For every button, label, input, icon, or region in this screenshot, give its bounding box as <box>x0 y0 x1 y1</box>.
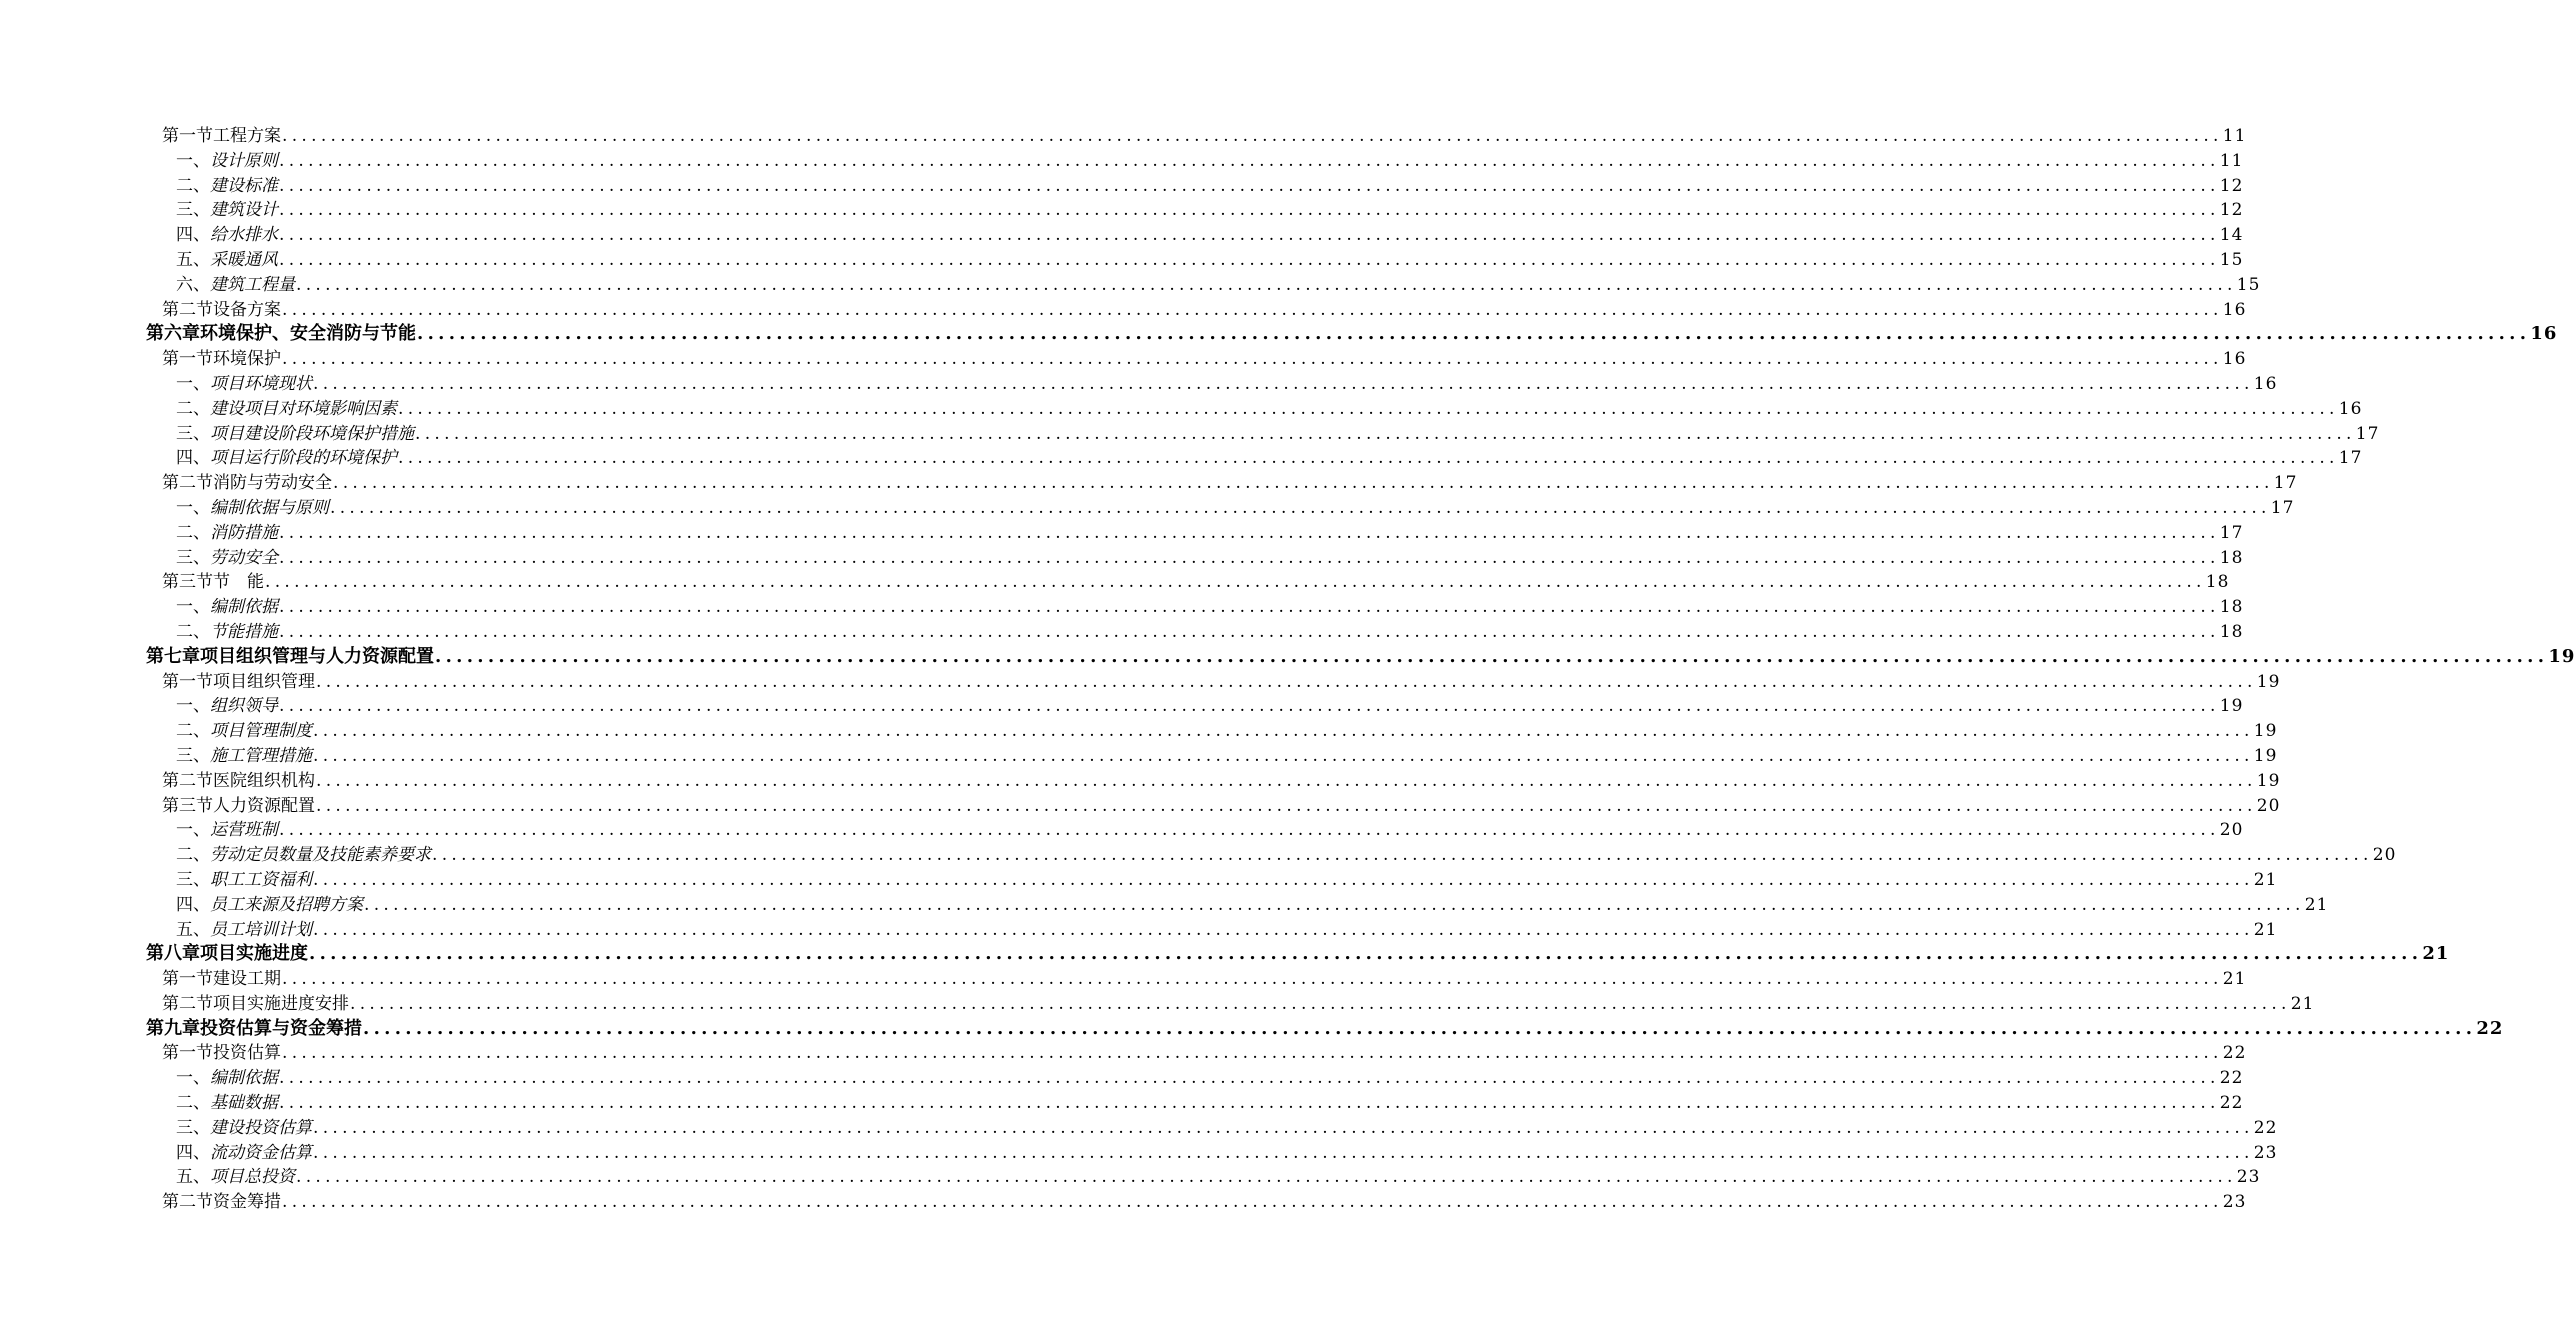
toc-entry-title: 组织领导 <box>210 696 278 717</box>
toc-entry-title: 施工管理措施 <box>210 745 312 766</box>
toc-entry-number: 第三节 <box>162 795 213 816</box>
toc-entry-title: 采暖通风 <box>210 249 278 270</box>
toc-dot-leader: ........................................................................................................................................................................................................ <box>435 645 2549 667</box>
toc-item-row[interactable] <box>0 620 2244 645</box>
toc-dot-leader: ........................................................................................................................................................................................................ <box>296 274 2237 295</box>
toc-dot-leader: ........................................................................................................................................................................................................ <box>313 919 2254 940</box>
toc-entry-number: 第二节 <box>162 993 213 1014</box>
toc-page-number: 19 <box>2256 770 2281 791</box>
toc-entry-title: 工程方案 <box>213 126 281 146</box>
toc-dot-leader: ........................................................................................................................................................................................................ <box>279 249 2220 270</box>
toc-entry-title: 消防与劳动安全 <box>213 473 332 494</box>
toc-item-row[interactable] <box>0 694 2244 719</box>
toc-section-row[interactable] <box>0 992 2315 1017</box>
toc-entry-title: 员工来源及招聘方案 <box>210 894 363 915</box>
toc-entry-number: 一、 <box>176 820 210 841</box>
toc-item-row[interactable] <box>0 446 2363 471</box>
toc-section-row[interactable] <box>0 471 2298 496</box>
toc-entry-number: 三、 <box>176 745 210 766</box>
toc-dot-leader: ........................................................................................................................................................................................................ <box>282 1192 2223 1213</box>
toc-dot-leader: ........................................................................................................................................................................................................ <box>279 696 2220 717</box>
toc-page-number: 22 <box>2253 1117 2278 1138</box>
toc-entry-title: 劳动安全 <box>210 547 278 568</box>
toc-dot-leader: ........................................................................................................................................................................................................ <box>282 1043 2223 1064</box>
toc-page-number: 22 <box>2219 1068 2244 1089</box>
toc-entry-title: 节能措施 <box>210 621 278 642</box>
toc-dot-leader: ........................................................................................................................................................................................................ <box>282 349 2223 370</box>
toc-entry-title: 节 能 <box>213 572 264 593</box>
toc-dot-leader: ........................................................................................................................................................................................................ <box>279 597 2220 618</box>
toc-entry-title: 医院组织机构 <box>213 770 315 791</box>
toc-chapter-row[interactable] <box>0 645 2575 670</box>
toc-page-number: 20 <box>2219 820 2244 841</box>
toc-dot-leader: ........................................................................................................................................................................................................ <box>296 1167 2237 1188</box>
toc-page-number: 22 <box>2219 1093 2244 1114</box>
toc-page-number: 19 <box>2256 671 2281 692</box>
toc-entry-number: 一、 <box>176 1068 210 1089</box>
toc-item-row[interactable] <box>0 818 2244 843</box>
toc-section-row[interactable] <box>0 570 2230 595</box>
toc-dot-leader: ........................................................................................................................................................................................................ <box>333 473 2274 494</box>
toc-entry-number: 第九章 <box>146 1017 200 1039</box>
toc-item-row[interactable] <box>0 198 2244 223</box>
toc-page-number: 23 <box>2253 1142 2278 1163</box>
toc-entry-number: 第六章 <box>146 323 200 345</box>
toc-dot-leader: ........................................................................................................................................................................................................ <box>279 1068 2220 1089</box>
toc-page-number: 12 <box>2219 175 2244 196</box>
toc-page-number: 16 <box>2222 349 2247 370</box>
toc-entry-title: 投资估算 <box>213 1043 281 1064</box>
toc-entry-number: 一、 <box>176 597 210 618</box>
toc-entry-title: 建设项目对环境影响因素 <box>210 398 397 419</box>
toc-page-number: 17 <box>2355 423 2380 444</box>
toc-dot-leader: ........................................................................................................................................................................................................ <box>432 845 2373 866</box>
toc-section-row[interactable] <box>0 347 2247 372</box>
toc-item-row[interactable] <box>0 595 2244 620</box>
toc-entry-title: 劳动定员数量及技能素养要求 <box>210 845 431 866</box>
toc-item-row[interactable] <box>0 397 2363 422</box>
toc-page-number: 18 <box>2205 572 2230 593</box>
toc-section-row[interactable] <box>0 124 2247 149</box>
toc-entry-title: 环境保护、安全消防与节能 <box>200 323 416 345</box>
toc-chapter-row[interactable] <box>0 942 2450 967</box>
toc-page-number: 16 <box>2530 323 2558 345</box>
toc-entry-number: 二、 <box>176 621 210 642</box>
toc-dot-leader: ........................................................................................................................................................................................................ <box>316 795 2257 816</box>
toc-dot-leader: ........................................................................................................................................................................................................ <box>398 398 2339 419</box>
toc-item-row[interactable] <box>0 546 2244 571</box>
toc-page-number: 21 <box>2253 919 2278 940</box>
toc-entry-title: 基础数据 <box>210 1093 278 1114</box>
toc-item-row[interactable] <box>0 918 2278 943</box>
toc-page-number: 17 <box>2273 473 2298 494</box>
toc-page-number: 22 <box>2476 1017 2504 1039</box>
toc-entry-number: 第一节 <box>162 671 213 692</box>
toc-entry-title: 项目管理制度 <box>210 721 312 742</box>
toc-entry-title: 项目总投资 <box>210 1167 295 1188</box>
toc-page-number: 22 <box>2222 1043 2247 1064</box>
toc-item-row[interactable] <box>0 843 2397 868</box>
toc-page-number: 16 <box>2338 398 2363 419</box>
toc-section-row[interactable] <box>0 967 2247 992</box>
toc-entry-number: 四、 <box>176 894 210 915</box>
toc-dot-leader: ........................................................................................................................................................................................................ <box>316 770 2257 791</box>
toc-dot-leader: ........................................................................................................................................................................................................ <box>313 745 2254 766</box>
toc-entry-number: 二、 <box>176 398 210 419</box>
toc-section-row[interactable] <box>0 794 2281 819</box>
toc-page-number: 23 <box>2222 1192 2247 1213</box>
toc-entry-title: 建筑设计 <box>210 200 278 221</box>
toc-page-number: 21 <box>2290 993 2315 1014</box>
toc-dot-leader: ........................................................................................................................................................................................................ <box>417 323 2531 345</box>
toc-entry-title: 编制依据 <box>210 597 278 618</box>
toc-entry-number: 二、 <box>176 1093 210 1114</box>
toc-entry-number: 第一节 <box>162 349 213 370</box>
toc-item-row[interactable] <box>0 174 2244 199</box>
toc-entry-title: 建设工期 <box>213 969 281 990</box>
toc-dot-leader: ........................................................................................................................................................................................................ <box>279 175 2220 196</box>
toc-entry-number: 二、 <box>176 522 210 543</box>
toc-chapter-row[interactable] <box>0 1017 2504 1042</box>
toc-page-number: 19 <box>2253 745 2278 766</box>
toc-entry-number: 四、 <box>176 1142 210 1163</box>
toc-entry-title: 流动资金估算 <box>210 1142 312 1163</box>
toc-item-row[interactable] <box>0 1091 2244 1116</box>
toc-item-row[interactable] <box>0 149 2244 174</box>
toc-entry-number: 第三节 <box>162 572 213 593</box>
toc-entry-number: 二、 <box>176 721 210 742</box>
toc-dot-leader: ........................................................................................................................................................................................................ <box>279 621 2220 642</box>
toc-entry-title: 建设投资估算 <box>210 1117 312 1138</box>
toc-page-number: 19 <box>2219 696 2244 717</box>
toc-item-row[interactable] <box>0 1141 2278 1166</box>
toc-dot-leader: ........................................................................................................................................................................................................ <box>313 373 2254 394</box>
toc-dot-leader: ........................................................................................................................................................................................................ <box>313 1117 2254 1138</box>
toc-dot-leader: ........................................................................................................................................................................................................ <box>282 299 2223 320</box>
toc-item-row[interactable] <box>0 1116 2278 1141</box>
toc-dot-leader: ........................................................................................................................................................................................................ <box>313 721 2254 742</box>
toc-entry-title: 建设标准 <box>210 175 278 196</box>
toc-entry-number: 五、 <box>176 1167 210 1188</box>
toc-entry-number: 第一节 <box>162 1043 213 1064</box>
toc-entry-number: 一、 <box>176 373 210 394</box>
toc-dot-leader: ........................................................................................................................................................................................................ <box>313 1142 2254 1163</box>
toc-entry-title: 编制依据 <box>210 1068 278 1089</box>
toc-section-row[interactable] <box>0 769 2281 794</box>
toc-entry-number: 第七章 <box>146 645 200 667</box>
toc-chapter-row[interactable] <box>0 322 2558 347</box>
toc-entry-number: 三、 <box>176 547 210 568</box>
toc-item-row[interactable] <box>0 744 2278 769</box>
toc-dot-leader: ........................................................................................................................................................................................................ <box>265 572 2206 593</box>
toc-page-number: 14 <box>2219 225 2244 246</box>
toc-page-number: 15 <box>2236 274 2261 295</box>
toc-item-row[interactable] <box>0 422 2380 447</box>
toc-entry-title: 资金筹措 <box>213 1192 281 1213</box>
toc-dot-leader: ........................................................................................................................................................................................................ <box>364 894 2305 915</box>
toc-dot-leader: ........................................................................................................................................................................................................ <box>330 497 2271 518</box>
toc-item-row[interactable] <box>0 719 2278 744</box>
toc-entry-title: 给水排水 <box>210 225 278 246</box>
toc-entry-title: 消防措施 <box>210 522 278 543</box>
toc-dot-leader: ........................................................................................................................................................................................................ <box>279 820 2220 841</box>
toc-section-row[interactable] <box>0 670 2281 695</box>
toc-item-row[interactable] <box>0 868 2278 893</box>
toc-page-number: 19 <box>2548 645 2575 667</box>
toc-item-row[interactable] <box>0 893 2329 918</box>
toc-entry-number: 第二节 <box>162 299 213 320</box>
toc-entry-title: 项目实施进度 <box>200 943 308 965</box>
toc-dot-leader: ........................................................................................................................................................................................................ <box>316 671 2257 692</box>
toc-dot-leader: ........................................................................................................................................................................................................ <box>363 1017 2477 1039</box>
toc-entry-title: 项目环境现状 <box>210 373 312 394</box>
toc-entry-title: 项目建设阶段环境保护措施 <box>210 423 414 444</box>
toc-entry-title: 设备方案 <box>213 299 281 320</box>
toc-dot-leader: ........................................................................................................................................................................................................ <box>279 200 2220 221</box>
toc-dot-leader: ........................................................................................................................................................................................................ <box>282 126 2223 146</box>
toc-entry-title: 设计原则 <box>210 150 278 171</box>
toc-entry-number: 第一节 <box>162 126 213 146</box>
toc-entry-number: 六、 <box>176 274 210 295</box>
toc-item-row[interactable] <box>0 372 2278 397</box>
toc-page-number: 21 <box>2304 894 2329 915</box>
toc-entry-number: 三、 <box>176 200 210 221</box>
toc-entry-title: 项目组织管理与人力资源配置 <box>200 645 434 667</box>
toc-entry-title: 建筑工程量 <box>210 274 295 295</box>
toc-entry-number: 五、 <box>176 919 210 940</box>
toc-dot-leader: ........................................................................................................................................................................................................ <box>398 448 2339 469</box>
toc-dot-leader: ........................................................................................................................................................................................................ <box>350 993 2291 1014</box>
toc-dot-leader: ........................................................................................................................................................................................................ <box>279 522 2220 543</box>
toc-page-number: 21 <box>2422 943 2450 965</box>
toc-item-row[interactable] <box>0 496 2295 521</box>
toc-page-number: 20 <box>2256 795 2281 816</box>
toc-entry-number: 第二节 <box>162 473 213 494</box>
toc-item-row[interactable] <box>0 273 2261 298</box>
toc-entry-title: 投资估算与资金筹措 <box>200 1017 362 1039</box>
toc-page-number: 21 <box>2222 969 2247 990</box>
toc-page-number: 15 <box>2219 249 2244 270</box>
toc-page-number: 18 <box>2219 621 2244 642</box>
toc-dot-leader: ........................................................................................................................................................................................................ <box>279 225 2220 246</box>
table-of-contents <box>0 124 2575 1215</box>
toc-entry-number: 一、 <box>176 696 210 717</box>
toc-page-number: 11 <box>2219 150 2244 171</box>
toc-entry-title: 环境保护 <box>213 349 281 370</box>
toc-entry-number: 一、 <box>176 150 210 171</box>
toc-page-number: 11 <box>2222 126 2247 146</box>
toc-item-row[interactable] <box>0 248 2244 273</box>
toc-item-row[interactable] <box>0 1066 2244 1091</box>
toc-entry-number: 四、 <box>176 225 210 246</box>
toc-entry-number: 第八章 <box>146 943 200 965</box>
toc-entry-number: 三、 <box>176 1117 210 1138</box>
toc-item-row[interactable] <box>0 521 2244 546</box>
toc-entry-number: 第一节 <box>162 969 213 990</box>
toc-entry-number: 三、 <box>176 423 210 444</box>
toc-entry-number: 二、 <box>176 845 210 866</box>
toc-entry-title: 运营班制 <box>210 820 278 841</box>
toc-section-row[interactable] <box>0 298 2247 323</box>
toc-entry-title: 人力资源配置 <box>213 795 315 816</box>
toc-item-row[interactable] <box>0 1165 2261 1190</box>
toc-entry-title: 项目组织管理 <box>213 671 315 692</box>
toc-entry-number: 第二节 <box>162 770 213 791</box>
toc-page-number: 17 <box>2270 497 2295 518</box>
toc-entry-number: 三、 <box>176 869 210 890</box>
toc-page-number: 18 <box>2219 597 2244 618</box>
toc-page-number: 17 <box>2338 448 2363 469</box>
toc-entry-title: 职工工资福利 <box>210 869 312 890</box>
toc-page-number: 19 <box>2253 721 2278 742</box>
toc-dot-leader: ........................................................................................................................................................................................................ <box>279 547 2220 568</box>
toc-dot-leader: ........................................................................................................................................................................................................ <box>415 423 2356 444</box>
toc-dot-leader: ........................................................................................................................................................................................................ <box>279 150 2220 171</box>
toc-page-number: 16 <box>2222 299 2247 320</box>
toc-section-row[interactable] <box>0 1190 2247 1215</box>
toc-dot-leader: ........................................................................................................................................................................................................ <box>309 943 2423 965</box>
toc-page-number: 20 <box>2372 845 2397 866</box>
toc-dot-leader: ........................................................................................................................................................................................................ <box>279 1093 2220 1114</box>
toc-dot-leader: ........................................................................................................................................................................................................ <box>282 969 2223 990</box>
toc-page-number: 16 <box>2253 373 2278 394</box>
toc-section-row[interactable] <box>0 1041 2247 1066</box>
toc-page-number: 18 <box>2219 547 2244 568</box>
toc-entry-number: 二、 <box>176 175 210 196</box>
toc-entry-number: 五、 <box>176 249 210 270</box>
toc-entry-number: 四、 <box>176 448 210 469</box>
toc-item-row[interactable] <box>0 223 2244 248</box>
toc-entry-number: 第二节 <box>162 1192 213 1213</box>
toc-entry-number: 一、 <box>176 497 210 518</box>
toc-page-number: 12 <box>2219 200 2244 221</box>
toc-page-number: 23 <box>2236 1167 2261 1188</box>
toc-dot-leader: ........................................................................................................................................................................................................ <box>313 869 2254 890</box>
toc-entry-title: 项目运行阶段的环境保护 <box>210 448 397 469</box>
toc-page-number: 17 <box>2219 522 2244 543</box>
toc-page-number: 21 <box>2253 869 2278 890</box>
toc-entry-title: 编制依据与原则 <box>210 497 329 518</box>
toc-entry-title: 员工培训计划 <box>210 919 312 940</box>
toc-entry-title: 项目实施进度安排 <box>213 993 349 1014</box>
